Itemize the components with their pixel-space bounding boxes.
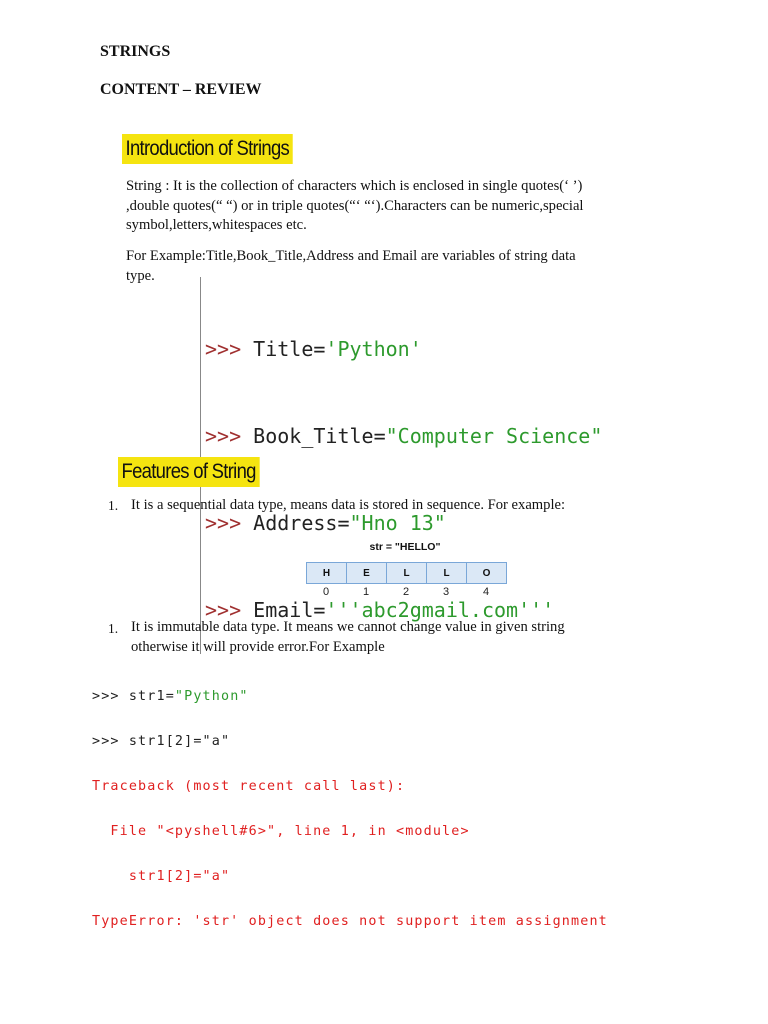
code-variable: Email= <box>253 598 326 622</box>
code-prompt: >>> <box>205 598 254 622</box>
document-subtitle: CONTENT – REVIEW <box>100 81 262 98</box>
feature-sequential-text: It is a sequential data type, means data is stored in sequence. For example: <box>131 497 566 513</box>
code-string-value: "Python" <box>174 689 249 704</box>
code-variable: Book_Title= <box>253 424 386 448</box>
feature-line: otherwise it will provide error.For Example <box>131 638 385 655</box>
features-heading: Features of String <box>118 457 259 487</box>
code-prompt: >>> <box>205 424 254 448</box>
list-number: 1. <box>108 621 119 636</box>
definition-line: symbol,letters,whitespaces etc. <box>126 217 307 233</box>
feature-line: It is immutable data type. It means we cannot change value in given string <box>131 619 565 635</box>
code-variable: Address= <box>253 511 350 535</box>
code-statement: >>> str1= <box>92 689 175 704</box>
code-prompt: >>> <box>205 511 254 535</box>
code-string-value: "Hno 13" <box>349 511 446 535</box>
string-index-diagram <box>306 562 507 584</box>
list-number: 1. <box>108 498 119 513</box>
code-line <box>92 689 608 704</box>
traceback-line: Traceback (most recent call last): <box>92 779 406 794</box>
definition-line: String : It is the collection of characters which is enclosed in single quotes(‘ ’) <box>126 178 583 194</box>
intro-definition <box>126 177 583 236</box>
char-cell: L <box>387 563 427 583</box>
definition-line: ,double quotes(“ “) or in triple quotes(“‘ “‘).Characters can be numeric,special <box>126 197 584 214</box>
example-line: type. <box>126 267 155 284</box>
code-string-value: '''abc2gmail.com''' <box>325 598 555 622</box>
code-line <box>205 422 602 451</box>
index-label: 4 <box>482 586 490 598</box>
code-string-value: 'Python' <box>325 337 422 361</box>
diagram-title: str = "HELLO" <box>369 541 441 553</box>
code-string-value: "Computer Science" <box>385 424 603 448</box>
index-label: 1 <box>362 586 370 598</box>
index-label: 3 <box>442 586 450 598</box>
document-title: STRINGS <box>100 43 171 60</box>
char-cell: L <box>427 563 467 583</box>
index-row <box>306 586 506 598</box>
traceback-line: File "<pyshell#6>", line 1, in <module> <box>92 824 470 839</box>
code-line: >>> str1[2]="a" <box>92 734 231 749</box>
intro-heading: Introduction of Strings <box>122 134 293 164</box>
char-cell: H <box>307 563 347 583</box>
type-error-code <box>92 659 608 944</box>
traceback-line: TypeError: 'str' object does not support item assignment <box>92 914 608 929</box>
char-cell: E <box>347 563 387 583</box>
code-prompt: >>> <box>205 337 254 361</box>
code-line <box>205 335 602 364</box>
index-label: 0 <box>322 586 330 598</box>
feature-immutable-text <box>131 618 565 657</box>
char-cell: O <box>467 563 506 583</box>
traceback-line: str1[2]="a" <box>92 869 231 884</box>
index-label: 2 <box>402 586 410 598</box>
example-line: For Example:Title,Book_Title,Address and Email are variables of string data <box>126 248 576 264</box>
code-variable: Title= <box>253 337 326 361</box>
